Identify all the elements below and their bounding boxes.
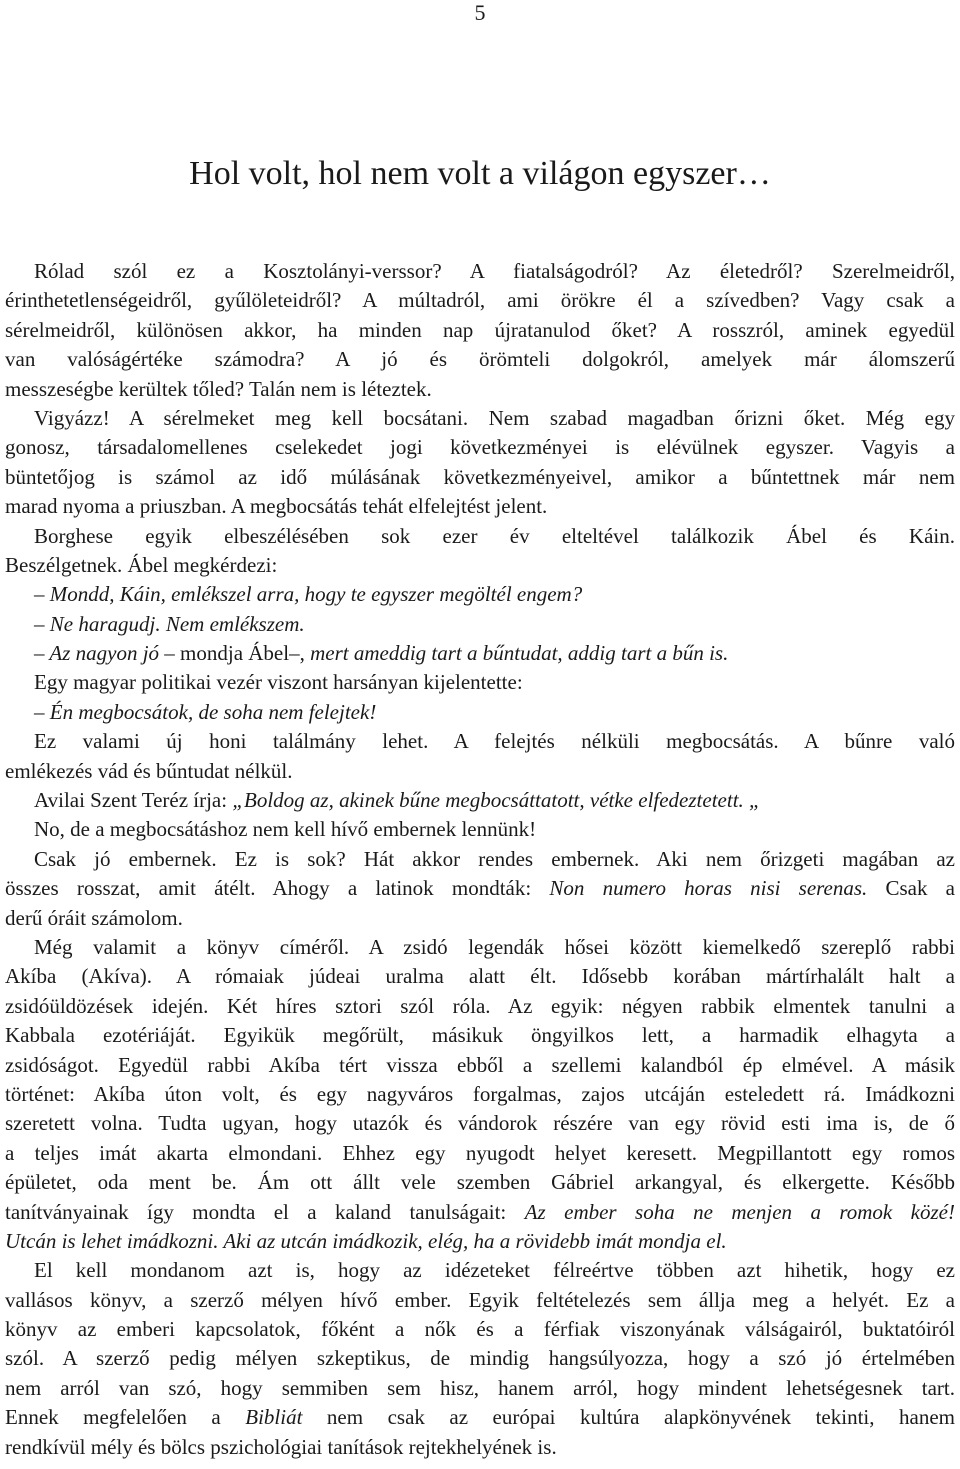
text-span: szól. A szerző pedig mélyen szkeptikus, de mindig hangsúlyozza, hogy a szó jó értelmében [5,1346,955,1371]
text-span: sérelmeidről, különösen akkor, ha minden nap újratanulod őket? A rosszról, aminek egyedül [5,317,955,342]
text-span: történet: Akíba úton volt, és egy nagyváros forgalmas, zajos utcáján esteledett rá. Imádkozni [5,1081,955,1106]
text-span: derű óráit számolom. [5,905,183,930]
text-span: messzeségbe kerültek tőled? Talán nem is léteztek. [5,376,432,401]
text-span: emlékezés vád és bűntudat nélkül. [5,758,293,783]
text-span: El kell mondanom azt is, hogy az idézeteket félreértve többen azt hihetik, hogy ez [34,1258,955,1283]
text-line [5,874,955,903]
text-span: a teljes imát akarta elmondani. Ehhez egy nyugodt helyet keresett. Megpillantott egy romos [5,1140,955,1165]
body-text [5,257,955,1462]
text-span: rendkívül mély és bölcs pszichológiai tanítások rejtekhelyének is. [5,1434,557,1459]
italic-text-span: mert ameddig tart a bűntudat, addig tart a bűn is. [310,641,729,666]
text-line [5,316,955,345]
text-span: érinthetetlenségeidről, gyűlöleteidről? A múltadról, ami örökre él a szívedben? Vagy csak a [5,288,955,313]
text-span: zsidóüldözések idején. Két híres sztori szól róla. Az egyik: négyen rabbik elmentek tanulni a [5,993,955,1018]
text-span: nem csak az európai kultúra alapkönyvének tekinti, hanem [302,1405,955,1430]
text-line [5,1080,955,1109]
text-span: Kabbala ezotériáját. Egyikük megőrült, másikuk öngyilkos lett, a harmadik elhagyta a [5,1023,955,1048]
text-line [5,1109,955,1138]
text-span: van valóságértéke számodra? A jó és örömteli dolgokról, amelyek már álomszerű [5,347,955,372]
text-span: Ennek megfelelően a [5,1405,246,1430]
text-line [5,1403,955,1432]
page-number: 5 [474,0,486,25]
text-span: No, de a megbocsátáshoz nem kell hívő embernek lennünk! [34,817,537,842]
text-line [5,404,955,433]
text-line [5,1198,955,1227]
text-line [5,463,955,492]
text-line [5,698,955,727]
text-line [5,992,955,1021]
text-line [5,845,955,874]
text-line [5,580,955,609]
text-line [5,639,955,668]
text-line [5,1374,955,1403]
text-span: Egy magyar politikai vezér viszont harsányan kijelentette: [34,670,523,695]
text-span: Borghese egyik elbeszélésében sok ezer év elteltével találkozik Ábel és Káin. [34,523,955,548]
text-line [5,815,955,844]
text-line [5,522,955,551]
text-line [5,1021,955,1050]
text-line [5,668,955,697]
italic-text-span: – Az nagyon jó [34,641,160,666]
text-line [5,286,955,315]
text-line [5,1433,955,1462]
text-line [5,933,955,962]
text-line [5,610,955,639]
text-span: marad nyoma a priuszban. A megbocsátás tehát elfelejtést jelent. [5,494,548,519]
text-line [5,1051,955,1080]
text-span: büntetőjog is számol az idő múlásának következményeivel, amikor a bűntettnek már nem [5,464,955,489]
italic-text-span: – Mondd, Káin, emlékszel arra, hogy te egyszer megöltél engem? [34,582,583,607]
text-span: tanítványainak így mondta el a kaland tanulságait: [5,1199,525,1224]
italic-text-span: – Én megbocsátok, de soha nem felejtek! [34,699,377,724]
text-line [5,1139,955,1168]
text-span: Még valamit a könyv címéről. A zsidó legendák hősei között kiemelkedő szereplő rabbi [34,934,955,959]
text-line [5,1256,955,1285]
text-line [5,757,955,786]
text-span: Csak jó embernek. Ez is sok? Hát akkor rendes embernek. Aki nem őrizgeti magában az [34,846,955,871]
text-line [5,492,955,521]
italic-text-span: Utcán is lehet imádkozni. Aki az utcán imádkozik, elég, ha a rövidebb imát mondja el. [5,1228,727,1253]
text-span: vallásos könyv, a szerző mélyen hívő ember. Egyik feltételezés sem állja meg a helyét. Ez a [5,1287,955,1312]
text-span: Vigyázz! A sérelmeket meg kell bocsátani. Nem szabad magadban őrizni őket. Még egy [34,405,955,430]
text-line [5,1344,955,1373]
text-line [5,904,955,933]
text-line [5,433,955,462]
text-span: összes rosszat, amit átélt. Ahogy a latinok mondták: [5,876,550,901]
text-span: zsidóságot. Egyedül rabbi Akíba tért vissza ebből a szellemi kalandból ép elmével. A másik [5,1052,955,1077]
text-span: Avilai Szent Teréz írja: [34,788,233,813]
italic-text-span: Bibliát [245,1405,303,1430]
text-span: Beszélgetnek. Ábel megkérdezi: [5,552,278,577]
text-line [5,1315,955,1344]
text-line [5,1286,955,1315]
text-span: Rólad szól ez a Kosztolányi-verssor? A fiatalságodról? Az életedről? Szerelmeidről, [34,259,955,283]
italic-text-span: „Boldog az, akinek bűne megbocsáttatott, vétke elfedeztetett. „ [232,788,761,813]
text-span: gonosz, társadalomellenes cselekedet jogi következményei is elévülnek egyszer. Vagyis a [5,435,955,460]
text-line [5,727,955,756]
text-line [5,551,955,580]
text-line [5,962,955,991]
text-line [5,786,955,815]
text-span: Csak a [867,876,955,901]
text-span: szeretett volna. Tudta ugyan, hogy utazók és vándorok részére van egy rövid esti ima is, de ő [5,1111,955,1136]
text-line [5,1168,955,1197]
text-span: – mondja Ábel–, [159,641,311,666]
text-span: Akíba (Akíva). A rómaiak júdeai uralma alatt élt. Idősebb korában mártírhalált halt a [5,964,955,989]
italic-text-span: Non numero horas nisi serenas. [549,876,868,901]
text-span: nem arról van szó, hogy semmiben sem hisz, hanem arról, hogy mindent lehetségesnek tart. [5,1375,955,1400]
italic-text-span: – Ne haragudj. Nem emlékszem. [34,611,305,636]
text-span: könyv az emberi kapcsolatok, főként a nők és a férfiak viszonyának válságairól, buktatóiról [5,1317,955,1342]
text-span: épületet, oda ment be. Ám ott állt vele szemben Gábriel arkangyal, és elkergette. Később [5,1170,955,1195]
text-span: Ez valami új honi találmány lehet. A felejtés nélküli megbocsátás. A bűnre való [34,729,955,754]
text-line [5,375,955,404]
text-line [5,345,955,374]
chapter-title: Hol volt, hol nem volt a világon egyszer… [189,155,771,192]
text-line [5,257,955,286]
text-line [5,1227,955,1256]
italic-text-span: Az ember soha ne menjen a romok közé! [524,1199,955,1224]
